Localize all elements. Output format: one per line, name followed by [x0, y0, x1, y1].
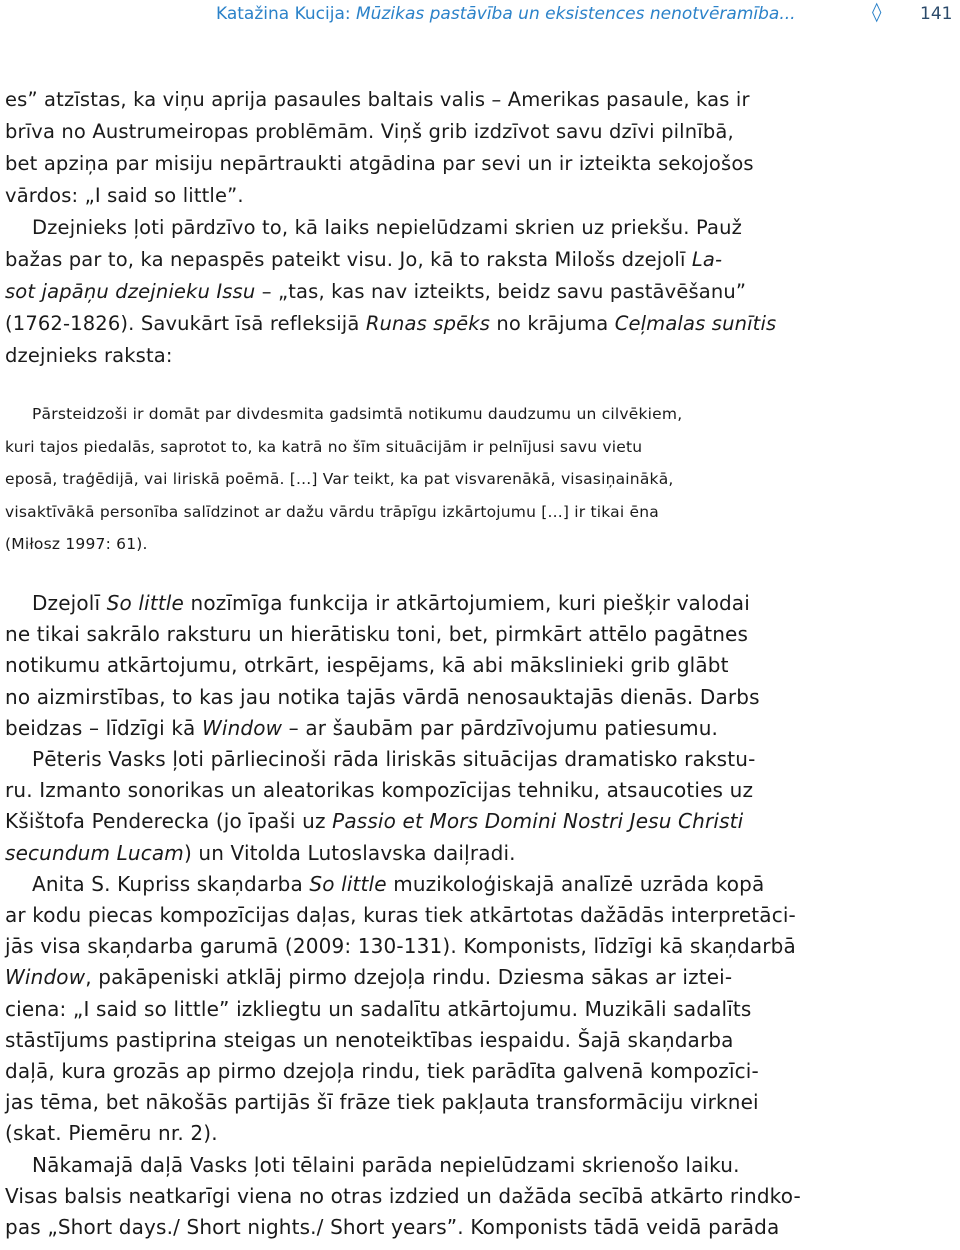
text-segment: kuri tajos piedalās, saprotot to, ka katrā no šīm situācijām ir pelnījusi savu vietu: [5, 437, 643, 456]
block1-line: [5, 116, 825, 148]
block2-line: [5, 713, 835, 744]
text-segment: nozīmīga funkcija ir atkārtojumiem, kuri piešķir valodai: [183, 591, 750, 615]
text-segment: pas „Short days./ Short nights./ Short years”. Komponists tādā veidā parāda: [5, 1215, 780, 1240]
text-segment: vārdos: „I said so little”.: [5, 184, 244, 207]
block2-line: [5, 1150, 835, 1181]
text-segment: Kšištofa Pendereckа (jo īpaši uz: [5, 809, 333, 834]
header-title: Mūzikas pastāvība un eksistences nenotvēramība...: [356, 4, 796, 24]
text-segment: brīva no Austrumeiropas problēmām. Viņš grib izdzīvot savu dzīvi pilnībā,: [5, 120, 734, 143]
block2-line: [5, 619, 835, 650]
quote-line: [5, 398, 825, 431]
quote-line: [5, 528, 825, 561]
text-segment: Dzejnieks ļoti pārdzīvo to, kā laiks nepielūdzami skrien uz priekšu. Pauž: [32, 216, 742, 239]
text-segment: eposā, traģēdijā, vai liriskā poēmā. [...] Var teikt, ka pat visvarenākā, visasiņainākā,: [5, 470, 674, 488]
text-segment: Ceļmalas sunītis: [614, 312, 777, 335]
text-segment: Visas balsis neatkarīgi viena no otras izdzied un dažāda secībā atkārto rindko-: [5, 1183, 801, 1208]
text-segment: stāstījums pastiprina steigas un nenoteiktības iespaidu. Šajā skaņdarba: [5, 1027, 734, 1052]
text-segment: Runas spēks: [365, 312, 491, 335]
text-segment: (skat. Piemēru nr. 2).: [5, 1121, 218, 1146]
block2-line: [5, 869, 835, 900]
text-segment: jās visa skaņdarba garumā (2009: 130-131). Komponists, līdzīgi kā skaņdarbā: [5, 934, 796, 959]
diamond-icon: ◊: [872, 1, 882, 23]
text-segment: ) un Vitolda Lutoslavska daiļradi.: [183, 840, 516, 865]
text-segment: Passio et Mors Domini Nostri Jesu Christi: [332, 809, 744, 834]
paragraph-block-1: [5, 84, 825, 372]
text-segment: – „tas, kas nav izteikts, beidz savu pastāvēšanu”: [255, 280, 747, 303]
block2-line: [5, 1056, 835, 1087]
text-segment: – ar šaubām par pārdzīvojumu patiesumu.: [282, 715, 719, 740]
running-header: [0, 0, 960, 30]
header-author: Katažina Kucija:: [216, 4, 357, 24]
quote-line: [5, 431, 825, 464]
block2-line: [5, 806, 835, 837]
block2-line: [5, 1087, 835, 1118]
block2-line: [5, 650, 835, 681]
text-segment: ru. Izmanto sonorikas un aleatorikas kompozīcijas tehniku, atsaucoties uz: [5, 778, 754, 803]
text-segment: bet apziņa par misiju nepārtraukti atgādina par sevi un ir izteikta sekojošos: [5, 152, 754, 175]
block2-line: [5, 931, 835, 962]
quote-line: [5, 463, 825, 496]
block2-line: [5, 588, 835, 619]
page-number: 141: [920, 4, 953, 24]
text-segment: no aizmirstības, to kas jau notika tajās vārdā nenosauktajās dienās. Darbs: [5, 684, 760, 709]
text-segment: So little: [309, 871, 387, 896]
block1-line: [5, 340, 825, 372]
block1-line: [5, 212, 825, 244]
block2-line: [5, 900, 835, 931]
quote-line: [5, 496, 825, 529]
block-quote: [5, 398, 825, 561]
text-segment: ne tikai sakrālo raksturu un hierātisku toni, bet, pirmkārt attēlo pagātnes: [5, 622, 749, 647]
text-segment: Nākamajā daļā Vasks ļoti tēlaini parāda nepielūdzami skrienošo laiku.: [32, 1152, 740, 1177]
text-segment: Dzejolī: [32, 591, 107, 615]
block2-line: [5, 838, 835, 869]
block1-line: [5, 148, 825, 180]
text-segment: (Miłosz 1997: 61).: [5, 535, 148, 553]
block2-line: [5, 1025, 835, 1056]
text-segment: daļā, kura grozās ap pirmo dzejoļa rindu, tiek parādīta galvenā kompozīci-: [5, 1059, 759, 1084]
text-segment: Window: [5, 965, 86, 990]
block1-line: [5, 180, 825, 212]
text-segment: beidzas – līdzīgi kā: [5, 715, 202, 740]
text-segment: So little: [106, 591, 184, 615]
text-segment: Pēteris Vasks ļoti pārliecinoši rāda liriskās situācijas dramatisko rakstu-: [32, 747, 756, 772]
block2-line: [5, 744, 835, 775]
text-segment: es” atzīstas, ka viņu aprija pasaules baltais valis – Amerikas pasaule, kas ir: [5, 88, 750, 111]
block2-line: [5, 1181, 835, 1212]
block1-line: [5, 276, 825, 308]
block2-line: [5, 682, 835, 713]
text-segment: sot japāņu dzejnieku Issu: [5, 280, 256, 303]
block2-line: [5, 962, 835, 993]
text-segment: notikumu atkārtojumu, otrkārt, iespējams, kā abi mākslinieki grib glābt: [5, 653, 729, 678]
text-segment: muzikoloģiskajā analīzē uzrāda kopā: [386, 871, 765, 896]
block2-line: [5, 1212, 835, 1243]
block2-line: [5, 775, 835, 806]
text-segment: no krājuma: [490, 312, 615, 335]
text-segment: bažas par to, ka nepaspēs pateikt visu. Jo, kā to raksta Milošs dzejolī: [5, 248, 692, 271]
text-segment: ar kodu piecas kompozīcijas daļas, kuras tiek atkārtotas dažādās interpretāci-: [5, 903, 796, 928]
text-segment: Window: [201, 715, 283, 740]
text-segment: secundum Lucam: [5, 840, 184, 865]
text-segment: Pārsteidzoši ir domāt par divdesmita gadsimtā notikumu daudzumu un cilvēkiem,: [32, 405, 683, 423]
text-segment: La-: [691, 248, 723, 271]
block1-line: [5, 244, 825, 276]
text-segment: , pakāpeniski atklāj pirmo dzejoļa rindu. Dziesma sākas ar iztei-: [85, 965, 733, 990]
paragraph-block-2: [5, 588, 835, 1243]
text-segment: jas tēma, bet nākošās partijās šī frāze tiek pakļauta transformāciju virknei: [5, 1090, 759, 1115]
block1-line: [5, 84, 825, 116]
text-segment: (1762-1826). Savukārt īsā refleksijā: [5, 312, 366, 335]
block2-line: [5, 994, 835, 1025]
text-segment: visaktīvākā personība salīdzinot ar dažu vārdu trāpīgu izkārtojumu [...] ir tikai ēna: [5, 502, 659, 521]
text-segment: Anita S. Kupriss skaņdarba: [32, 871, 310, 896]
running-head: [216, 4, 796, 24]
text-segment: ciena: „I said so little” izkliegtu un sadalītu atkārtojumu. Muzikāli sadalīts: [5, 996, 752, 1021]
block1-line: [5, 308, 825, 340]
text-segment: dzejnieks raksta:: [5, 344, 173, 367]
block2-line: [5, 1118, 835, 1149]
